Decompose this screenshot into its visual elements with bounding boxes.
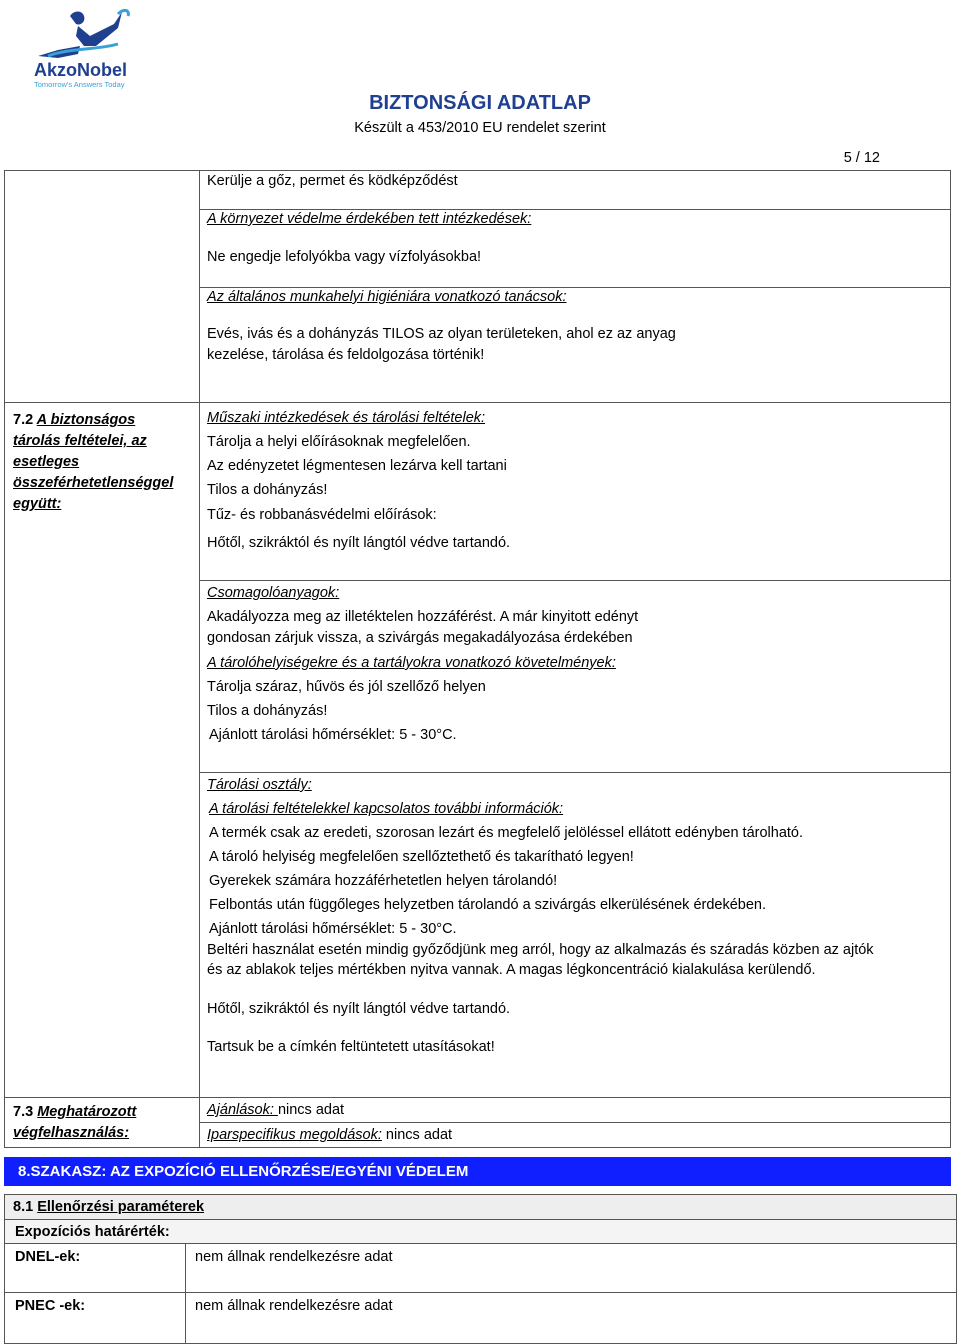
- s73-label-1: Meghatározott: [37, 1104, 137, 1120]
- hygiene-heading: Az általános munkahelyi higiéniára vonatkozó tanácsok:: [207, 289, 567, 305]
- s81-number: 8.1: [13, 1199, 34, 1215]
- technical-text-1: Tárolja a helyi előírásoknak megfelelően.: [207, 434, 471, 450]
- technical-text-5: Hőtől, szikráktól és nyílt lángtól védve tartandó.: [207, 535, 511, 551]
- further-info-7: Hőtől, szikráktól és nyílt lángtól védve tartandó.: [207, 1001, 511, 1017]
- further-info-3: Gyerekek számára hozzáférhetetlen helyen tárolandó!: [209, 873, 558, 889]
- hygiene-text-1: Evés, ivás és a dohányzás TILOS az olyan területeken, ahol ez az anyag: [207, 326, 676, 342]
- hygiene-text-2: kezelése, tárolása és feldolgozása történik!: [207, 347, 485, 363]
- pnec-label: PNEC -ek:: [15, 1298, 86, 1314]
- section-8-title: 8.SZAKASZ: AZ EXPOZÍCIÓ ELLENŐRZÉSE/EGYÉNI VÉDELEM: [18, 1163, 469, 1180]
- s72-label-5: együtt:: [13, 496, 62, 512]
- further-info-1: A termék csak az eredeti, szorosan lezárt és megfelelő jelöléssel ellátott edényben tárolható.: [209, 825, 804, 841]
- environment-heading: A környezet védelme érdekében tett intézkedések:: [207, 211, 532, 227]
- technical-text-4: Tűz- és robbanásvédelmi előírások:: [207, 507, 437, 523]
- s72-label-1: A biztonságos: [36, 412, 136, 428]
- recommendations-value: nincs adat: [277, 1102, 345, 1118]
- technical-text-3: Tilos a dohányzás!: [207, 482, 328, 498]
- s73-label: [13, 1102, 136, 1144]
- dnel-label: DNEL-ek:: [15, 1249, 81, 1265]
- section-8-header: [4, 1157, 951, 1186]
- further-info-8: Tartsuk be a címkén feltüntetett utasításokat!: [207, 1039, 495, 1055]
- document-title: BIZTONSÁGI ADATLAP: [369, 92, 591, 114]
- document-subtitle: Készült a 453/2010 EU rendelet szerint: [354, 120, 606, 136]
- s72-number: 7.2: [13, 412, 34, 428]
- tagline-text: Tomorrow's Answers Today: [34, 80, 125, 89]
- industry-solutions: [207, 1127, 452, 1143]
- requirements-text-1: Tárolja száraz, hűvös és jól szellőző helyen: [207, 679, 486, 695]
- s72-label-2: tárolás feltételei, az: [13, 433, 147, 449]
- recommendations: [207, 1102, 344, 1118]
- s73-number: 7.3: [13, 1104, 34, 1120]
- requirements-text-2: Tilos a dohányzás!: [207, 703, 328, 719]
- further-info-2: A tároló helyiség megfelelően szellőztethető és takarítható legyen!: [209, 849, 634, 865]
- further-info-4: Felbontás után függőleges helyzetben tárolandó a szivárgás elkerülésének érdekében.: [209, 897, 767, 913]
- industry-solutions-value: nincs adat: [381, 1127, 453, 1143]
- recommendations-label: Ajánlások:: [207, 1102, 278, 1118]
- s73-label-2: végfelhasználás:: [13, 1125, 130, 1141]
- packaging-text-1: Akadályozza meg az illetéktelen hozzáférést. A már kinyitott edényt: [207, 609, 639, 625]
- vapour-text: Kerülje a gőz, permet és ködképződést: [207, 173, 458, 189]
- akzonobel-logo: [18, 6, 148, 92]
- left-column-top: [4, 170, 199, 403]
- further-info-6b: és az ablakok teljes mértékben nyitva vannak. A magas légkoncentráció kialakulása kerülendő.: [207, 962, 816, 978]
- packaging-heading: Csomagolóanyagok:: [207, 585, 340, 601]
- environment-text: Ne engedje lefolyókba vagy vízfolyásokba!: [207, 249, 482, 265]
- technical-text-2: Az edényzetet légmentesen lezárva kell tartani: [207, 458, 507, 474]
- technical-heading: Műszaki intézkedések és tárolási feltételek:: [207, 410, 486, 426]
- further-info-heading: A tárolási feltételekkel kapcsolatos további információk:: [209, 801, 564, 817]
- exposure-limits-label: Expozíciós határérték:: [15, 1224, 170, 1240]
- further-info-6a: Beltéri használat esetén mindig győződjünk meg arról, hogy az alkalmazás és száradás közben az ajtók: [207, 942, 874, 958]
- storage-class-heading: Tárolási osztály:: [207, 777, 312, 793]
- page-number: 5 / 12: [843, 150, 880, 166]
- industry-solutions-label: Iparspecifikus megoldások:: [207, 1127, 382, 1143]
- s81-label: Ellenőrzési paraméterek: [37, 1199, 205, 1215]
- s81-title: [13, 1199, 204, 1215]
- s72-label-4: összeférhetetlenséggel: [13, 475, 174, 491]
- brand-text: AkzoNobel: [34, 60, 128, 80]
- further-info-5: Ajánlott tárolási hőmérséklet: 5 - 30°C.: [209, 921, 457, 937]
- packaging-text-2: gondosan zárjuk vissza, a szivárgás megakadályozása érdekében: [207, 630, 633, 646]
- dnel-value: nem állnak rendelkezésre adat: [195, 1249, 393, 1265]
- pnec-value: nem állnak rendelkezésre adat: [195, 1298, 393, 1314]
- s72-label: [13, 410, 173, 515]
- s72-label-3: esetleges: [13, 454, 80, 470]
- requirements-heading: A tárolóhelyiségekre és a tartályokra vonatkozó követelmények:: [207, 655, 616, 671]
- requirements-text-3: Ajánlott tárolási hőmérséklet: 5 - 30°C.: [209, 727, 457, 743]
